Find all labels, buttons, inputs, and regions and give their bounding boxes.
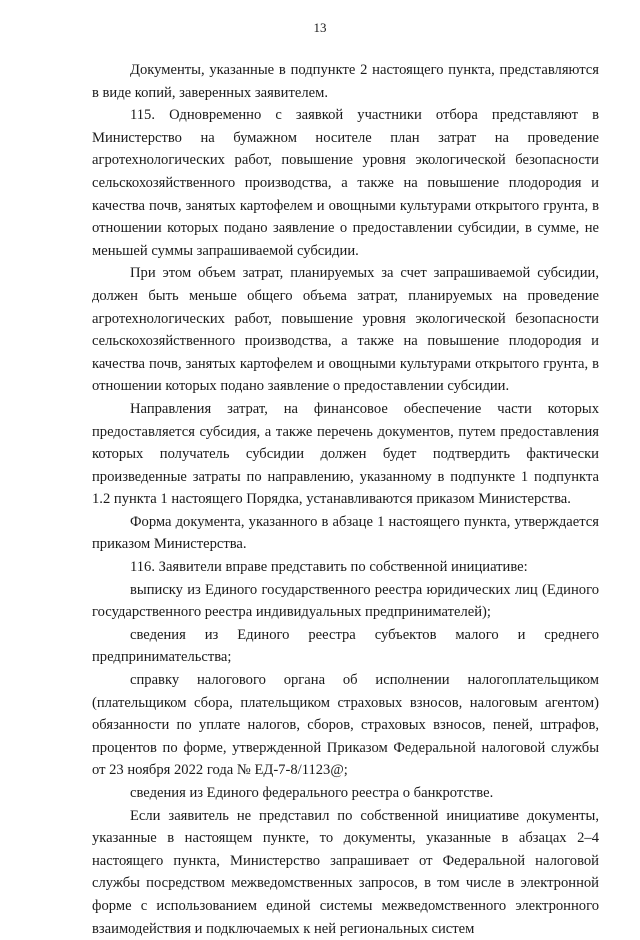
paragraph-115: 115. Одновременно с заявкой участники отбора представляют в Министерство на бумажном носителе план затрат на проведение агротехнологических работ, повышение уровня экологической безопасности сельскохозяйственного производства, а также на повышение плодородия и качества почв, занятых картофелем и овощными культурами открытого грунта, в отношении которых подано заявление о предоставлении субсидии, в сумме, не меньшей суммы запрашиваемой субсидии. <box>92 107 599 259</box>
paragraph-cost-directions: Направления затрат, на финансовое обеспечение части которых предоставляется субсидия, а также перечень документов, путем предоставления которых получатель субсидии должен будет подтвердить фактически произведенные затраты по направлению, указанному в подпункте 1 подпункта 1.2 пункта 1 настоящего Порядка, устанавливаются приказом Министерства. <box>92 400 599 508</box>
paragraph-sme-register: сведения из Единого реестра субъектов малого и среднего предпринимательства; <box>92 626 599 666</box>
paragraph-bankruptcy-register: сведения из Единого федерального реестра о банкротстве. <box>130 785 494 801</box>
paragraph-documents-copies: Документы, указанные в подпункте 2 настоящего пункта, представляются в виде копий, заверенных заявителем. <box>92 62 599 101</box>
page-number: 13 <box>313 20 327 35</box>
paragraph-tax-certificate: справку налогового органа об исполнении налогоплательщиком (плательщиком сбора, плательщиком страховых взносов, налоговым агентом) обязанности по уплате налогов, сборов, страховых взносов, пеней, штрафов, процентов по форме, утвержденной Приказом Федеральной налоговой службы от 23 ноября 2022 года № ЕД-7-8/1123@; <box>92 672 599 779</box>
paragraph-interagency-requests: Если заявитель не представил по собственной инициативе документы, указанные в настоящем пункте, то документы, указанные в абзацах 2–4 настоящего пункта, Министерство запрашивает от Федеральной налоговой службы посредством межведомственных запросов, в том числе в электронной форме с использованием единой системы межведомственного электронного взаимодействия и подключаемых к ней региональных систем <box>92 807 599 937</box>
paragraph-116: 116. Заявители вправе представить по собственной инициативе: <box>130 559 528 576</box>
document-body <box>92 59 599 940</box>
paragraph-egrul-extract: выписку из Единого государственного реестра юридических лиц (Единого государственного реестра индивидуальных предпринимателей); <box>92 581 599 621</box>
paragraph-document-form: Форма документа, указанного в абзаце 1 настоящего пункта, утверждается приказом Министерства. <box>92 513 599 553</box>
paragraph-cost-volume: При этом объем затрат, планируемых за счет запрашиваемой субсидии, должен быть меньше общего объема затрат, планируемых на проведение агротехнологических работ, повышение уровня экологической безопасности сельскохозяйственного производства, а также на повышение плодородия и качества почв, занятых картофелем и овощными культурами открытого грунта, в отношении которых подано заявление о предоставлении субсидии. <box>92 265 599 395</box>
